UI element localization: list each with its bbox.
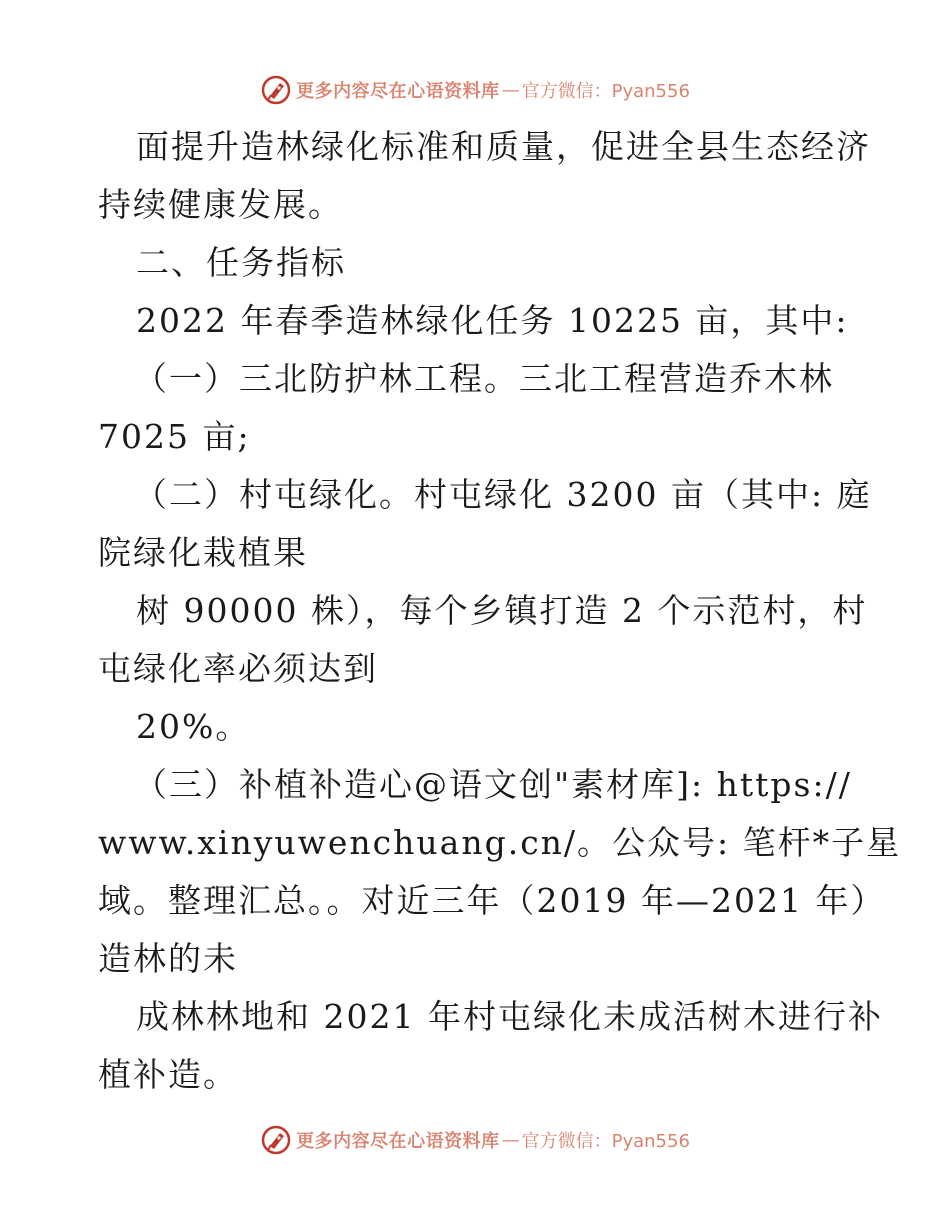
header-watermark-banner: [0, 72, 950, 108]
watermark-brand-text: 更多内容尽在心语资料库: [296, 1131, 500, 1152]
footer-watermark-banner: [0, 1122, 950, 1158]
body-line: 造林的未: [98, 939, 238, 978]
body-line: 植补造。: [98, 1055, 238, 1094]
body-line: www.xinyuwenchuang.cn/。公众号: 笔杆*子星: [98, 823, 902, 862]
body-line: 成林林地和 2021 年村屯绿化未成活树木进行补: [136, 997, 883, 1036]
body-line: 域。整理汇总。。对近三年（2019 年—2021 年）: [98, 881, 886, 920]
body-line: （三）补植补造心@语文创"素材库]: https://: [134, 765, 852, 804]
section-heading: 二、任务指标: [136, 243, 346, 282]
body-line: 2022 年春季造林绿化任务 10225 亩，其中:: [136, 301, 849, 340]
body-line: 屯绿化率必须达到: [98, 649, 378, 688]
body-line: 院绿化栽植果: [98, 533, 308, 572]
watermark-contact-text: 官方微信：Pyan556: [521, 81, 690, 102]
watermark-separator: —: [501, 1129, 520, 1151]
watermark-separator: —: [501, 79, 520, 101]
body-line: （一）三北防护林工程。三北工程营造乔木林: [134, 359, 834, 398]
body-line: 持续健康发展。: [98, 185, 343, 224]
body-line: （二）村屯绿化。村屯绿化 3200 亩（其中: 庭: [134, 475, 872, 514]
body-line: 7025 亩;: [98, 417, 251, 456]
body-line: 树 90000 株），每个乡镇打造 2 个示范村，村: [136, 591, 868, 630]
body-line: 面提升造林绿化标准和质量，促进全县生态经济: [136, 127, 871, 166]
body-line: 20%。: [136, 707, 251, 746]
watermark-contact-text: 官方微信：Pyan556: [521, 1131, 690, 1152]
pen-nib-logo-icon: [260, 1124, 292, 1156]
document-body: [98, 118, 902, 1104]
watermark-brand-text: 更多内容尽在心语资料库: [296, 81, 500, 102]
pen-nib-logo-icon: [260, 74, 292, 106]
